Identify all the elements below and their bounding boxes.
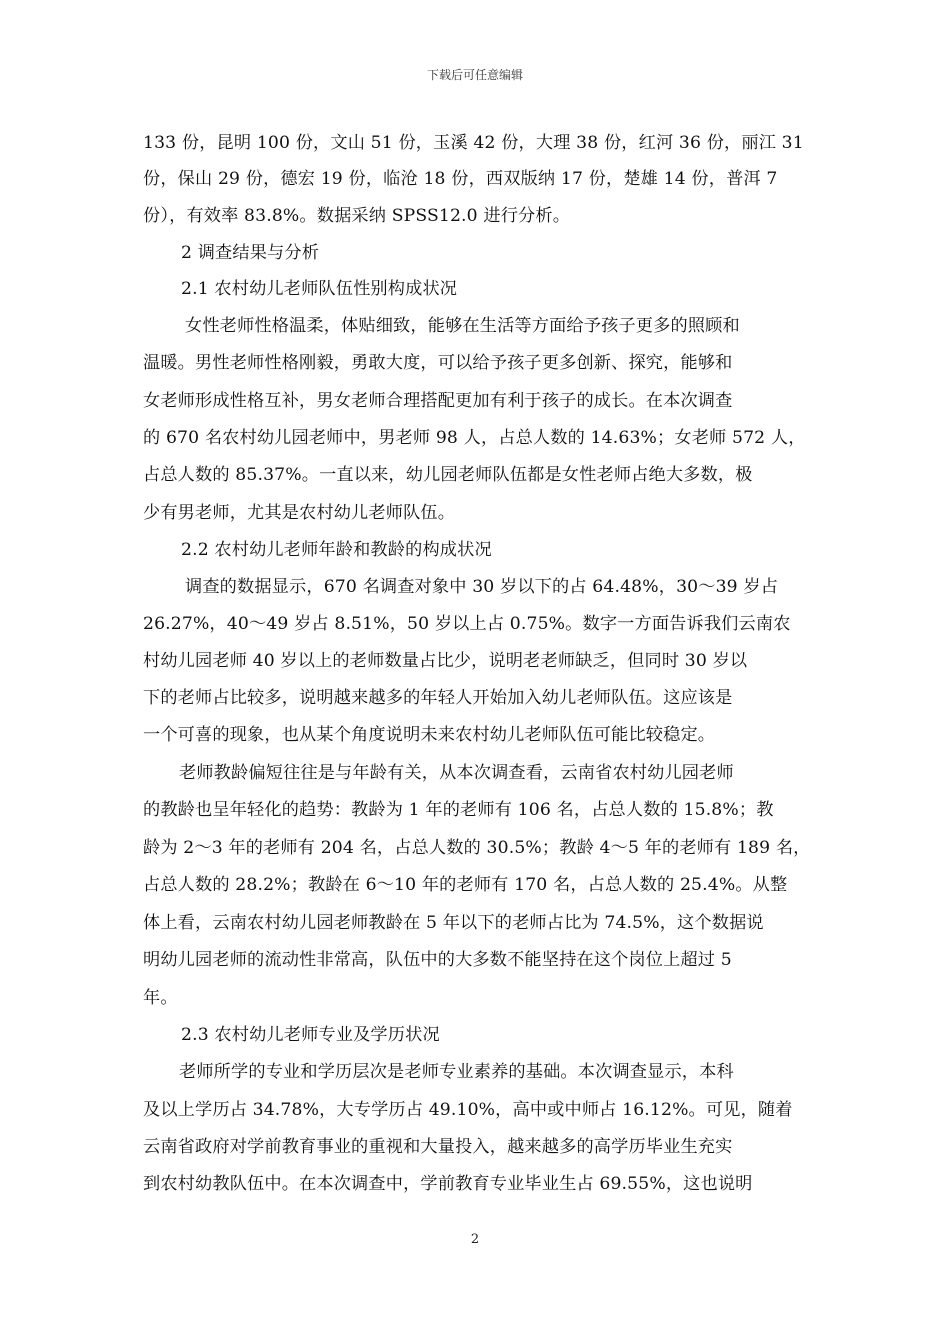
text-line: 村幼儿园老师 40 岁以上的老师数量占比少，说明老老师缺乏，但同时 30 岁以 xyxy=(143,651,748,671)
text-line: 一个可喜的现象，也从某个角度说明未来农村幼儿老师队伍可能比较稳定。 xyxy=(143,725,716,745)
page-header: 下载后可任意编辑 xyxy=(426,68,523,82)
subsection-heading: 2.2 农村幼儿老师年龄和教龄的构成状况 xyxy=(181,540,492,560)
text-line: 的教龄也呈年轻化的趋势：教龄为 1 年的老师有 106 名，占总人数的 15.8%；教 xyxy=(143,800,774,820)
text-line: 调查的数据显示，670 名调查对象中 30 岁以下的占 64.48%，30～39 岁占 xyxy=(185,577,779,597)
text-line: 云南省政府对学前教育事业的重视和大量投入，越来越多的高学历毕业生充实 xyxy=(143,1137,733,1157)
text-line: 26.27%，40～49 岁占 8.51%，50 岁以上占 0.75%。数字一方面告诉我们云南农 xyxy=(143,614,791,634)
subsection-heading: 2.3 农村幼儿老师专业及学历状况 xyxy=(181,1025,440,1045)
text-line: 温暖。男性老师性格刚毅，勇敢大度，可以给予孩子更多创新、探究，能够和 xyxy=(143,353,733,373)
text-line: 及以上学历占 34.78%，大专学历占 49.10%，高中或中师占 16.12%。可见，随着 xyxy=(143,1100,793,1120)
text-line: 下的老师占比较多，说明越来越多的年轻人开始加入幼儿老师队伍。这应该是 xyxy=(143,688,733,708)
text-line: 老师所学的专业和学历层次是老师专业素养的基础。本次调查显示，本科 xyxy=(179,1062,734,1082)
text-line: 女老师形成性格互补，男女老师合理搭配更加有利于孩子的成长。在本次调查 xyxy=(143,391,733,411)
text-line: 的 670 名农村幼儿园老师中，男老师 98 人，占总人数的 14.63%；女老师 572 人， xyxy=(143,428,806,448)
text-line: 少有男老师，尤其是农村幼儿老师队伍。 xyxy=(143,503,456,523)
text-line: 133 份，昆明 100 份，文山 51 份，玉溪 42 份，大理 38 份，红河 36 份，丽江 31 xyxy=(143,133,804,153)
text-line: 女性老师性格温柔，体贴细致，能够在生活等方面给予孩子更多的照顾和 xyxy=(185,316,740,336)
text-line: 体上看，云南农村幼儿园老师教龄在 5 年以下的老师占比为 74.5%，这个数据说 xyxy=(143,913,764,933)
text-line: 明幼儿园老师的流动性非常高，队伍中的大多数不能坚持在这个岗位上超过 5 xyxy=(143,950,732,970)
text-line: 老师教龄偏短往往是与年龄有关，从本次调查看，云南省农村幼儿园老师 xyxy=(179,763,734,783)
text-line: 份，保山 29 份，德宏 19 份，临沧 18 份，西双版纳 17 份，楚雄 14 份，普洱 7 xyxy=(143,169,778,189)
text-line: 到农村幼教队伍中。在本次调查中，学前教育专业毕业生占 69.55%，这也说明 xyxy=(143,1174,753,1194)
subsection-heading: 2.1 农村幼儿老师队伍性别构成状况 xyxy=(181,279,458,299)
text-line: 龄为 2～3 年的老师有 204 名，占总人数的 30.5%；教龄 4～5 年的老师有 189 名， xyxy=(143,838,811,858)
text-line: 年。 xyxy=(143,988,178,1008)
text-line: 占总人数的 28.2%；教龄在 6～10 年的老师有 170 名，占总人数的 25.4%。从整 xyxy=(143,875,788,895)
text-line: 份），有效率 83.8%。数据采纳 SPSS12.0 进行分析。 xyxy=(143,206,571,226)
section-heading: 2 调查结果与分析 xyxy=(181,243,320,263)
page-number: 2 xyxy=(470,1232,480,1247)
text-line: 占总人数的 85.37%。一直以来，幼儿园老师队伍都是女性老师占绝大多数，极 xyxy=(143,465,753,485)
